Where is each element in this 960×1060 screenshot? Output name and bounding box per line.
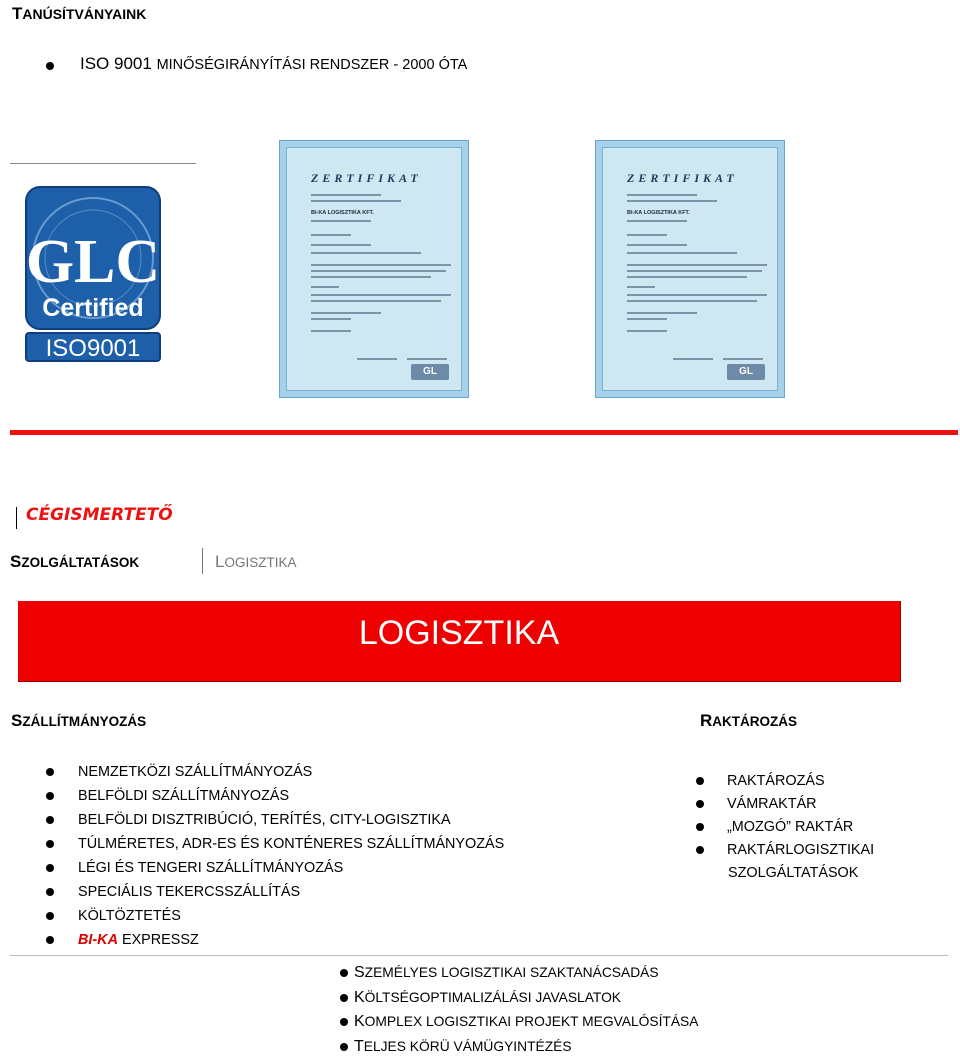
glc-text: GLC bbox=[26, 228, 160, 296]
list-item: TÚLMÉRETES, ADR-ES ÉS KONTÉNERES SZÁLLÍTMÁNYOZÁS bbox=[46, 834, 504, 858]
company-intro-link[interactable]: CÉGISMERTETŐ bbox=[26, 505, 173, 525]
red-divider bbox=[10, 430, 958, 435]
section-heading-warehousing: RAKTÁROZÁS bbox=[700, 711, 797, 731]
list-item: LÉGI ÉS TENGERI SZÁLLÍTMÁNYOZÁS bbox=[46, 858, 504, 882]
glc-mark: GL bbox=[727, 364, 765, 380]
consulting-list bbox=[340, 962, 698, 1060]
list-item: NEMZETKÖZI SZÁLLÍTMÁNYOZÁS bbox=[46, 762, 504, 786]
list-item: „MOZGÓ” RAKTÁR bbox=[696, 816, 874, 839]
breadcrumb-logistics[interactable]: LOGISZTIKA bbox=[215, 552, 296, 572]
list-item: SPECIÁLIS TEKERCSSZÁLLÍTÁS bbox=[46, 882, 504, 906]
list-item: KÖLTSÉGOPTIMALIZÁLÁSI JAVASLATOK bbox=[340, 987, 698, 1012]
iso9001-text: ISO9001 bbox=[46, 335, 141, 362]
page-heading: TANÚSÍTVÁNYAINK bbox=[12, 4, 146, 24]
section-heading-shipping: SZÁLLÍTMÁNYOZÁS bbox=[11, 711, 146, 731]
list-item: SZEMÉLYES LOGISZTIKAI SZAKTANÁCSADÁS bbox=[340, 962, 698, 987]
banner-title: LOGISZTIKA bbox=[18, 614, 900, 653]
list-item: KOMPLEX LOGISZTIKAI PROJEKT MEGVALÓSÍTÁSA bbox=[340, 1011, 698, 1036]
certificate-image bbox=[279, 140, 469, 398]
list-item: BELFÖLDI DISZTRIBÚCIÓ, TERÍTÉS, CITY-LOGISZTIKA bbox=[46, 810, 504, 834]
list-item: RAKTÁROZÁS bbox=[696, 770, 874, 793]
breadcrumb-services[interactable]: SZOLGÁLTATÁSOK bbox=[10, 552, 139, 572]
bika-brand: BI-KA bbox=[78, 932, 118, 948]
list-item: VÁMRAKTÁR bbox=[696, 793, 874, 816]
iso-certification-item: ISO 9001 MINŐSÉGIRÁNYÍTÁSI RENDSZER - 2000 ÓTA bbox=[46, 54, 646, 80]
bullet-icon bbox=[46, 62, 54, 70]
list-item: TELJES KÖRÜ VÁMÜGYINTÉZÉS bbox=[340, 1036, 698, 1060]
logistics-banner bbox=[18, 601, 901, 682]
certificate-title: ZERTIFIKAT bbox=[311, 171, 422, 186]
certificate-company: BI-KA LOGISZTIKA KFT. bbox=[311, 210, 374, 216]
certified-text: Certified bbox=[42, 294, 143, 322]
list-item: RAKTÁRLOGISZTIKAI bbox=[696, 839, 874, 862]
divider bbox=[10, 955, 948, 956]
shipping-list bbox=[46, 762, 504, 954]
glc-certified-logo bbox=[25, 186, 161, 362]
list-item-continuation: SZOLGÁLTATÁSOK bbox=[696, 862, 874, 885]
list-item: BI-KA EXPRESSZ bbox=[46, 930, 504, 954]
warehousing-list bbox=[696, 770, 874, 885]
glc-mark: GL bbox=[411, 364, 449, 380]
list-item: KÖLTÖZTETÉS bbox=[46, 906, 504, 930]
list-item: BELFÖLDI SZÁLLÍTMÁNYOZÁS bbox=[46, 786, 504, 810]
breadcrumb-separator bbox=[202, 548, 203, 574]
divider bbox=[16, 507, 17, 529]
certificate-title: ZERTIFIKAT bbox=[627, 171, 738, 186]
certificate-image bbox=[595, 140, 785, 398]
divider bbox=[10, 163, 196, 164]
certificate-company: BI-KA LOGISZTIKA KFT. bbox=[627, 210, 690, 216]
